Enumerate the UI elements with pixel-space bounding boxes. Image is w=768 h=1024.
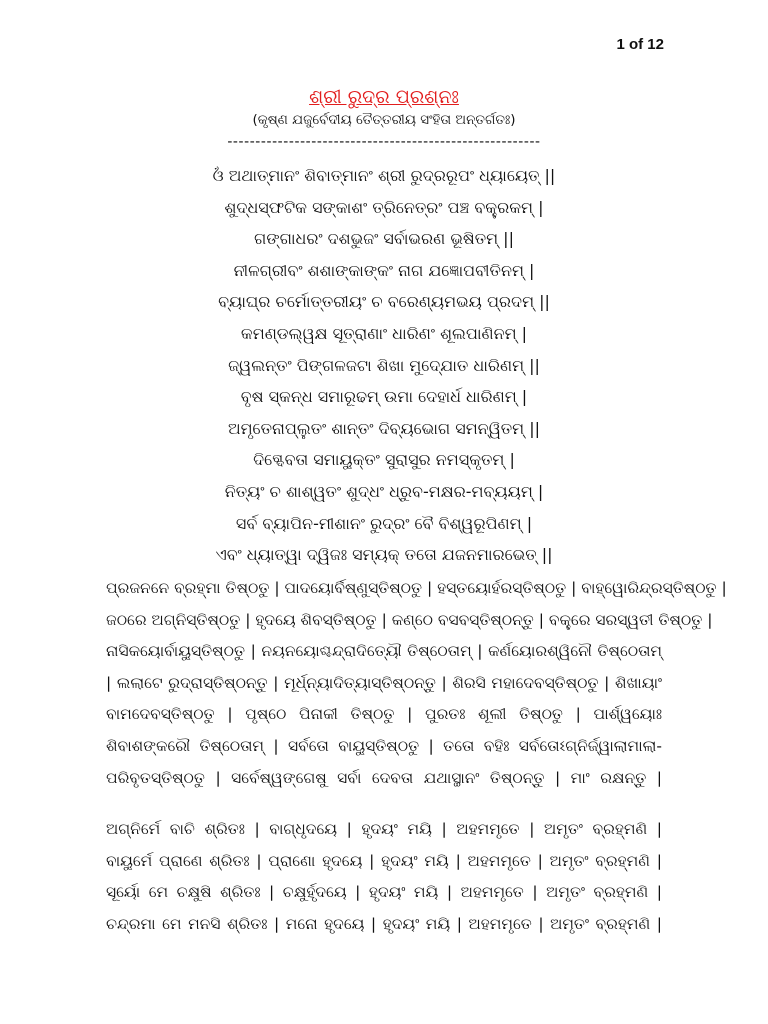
document-title: ଶ୍ରୀ ରୁଦ୍ର ପ୍ରଶ୍ନଃ [309, 86, 459, 108]
paragraph-line: ଶିବାଶଙ୍କରୌ ତିଷ୍ଠେତାମ୍ | ସର୍ବତୋ ବାୟୁସ୍ତିଷ୍ଠତୁ | ତତୋ ବହିଃ ସର୍ବତୋଽଗ୍ନିର୍ଜ୍ୱାଲାମାଲା- [106, 736, 662, 755]
paragraph-line: ନାସିକୟୋର୍ବାୟୁସ୍ତିଷ୍ଠତୁ | ନୟନୟୋଶ୍ଚନ୍ଦ୍ରାଦିତ୍ୟୌ ତିଷ୍ଠେତାମ୍ | କର୍ଣୟୋରଶ୍ୱିନୌ ତିଷ୍ଠେତାମ୍ [106, 642, 662, 661]
verse-line: ଦିଗ୍ଦେବତା ସମାୟୁକ୍ତଂ ସୁରାସୁର ନମସ୍କୃତମ୍ | [253, 450, 515, 470]
verse-line: ନୀଳଗ୍ରୀବଂ ଶଶାଙ୍କାଙ୍କଂ ନାଗ ଯଜ୍ଞୋପବୀତିନମ୍ | [233, 260, 535, 280]
dhyana-verses [0, 160, 768, 571]
paragraph-line: ଜଠରେ ଅଗ୍ନିସ୍ତିଷ୍ଠତୁ | ହୃଦୟେ ଶିବସ୍ତିଷ୍ଠତୁ | କଣ୍ଠେ ବସବସ୍ତିଷ୍ଠନ୍ତୁ | ବକ୍ତ୍ରେ ସରସ୍ୱତୀ ତିଷ୍ଠତୁ | [106, 610, 713, 629]
page-number: 1 of 12 [616, 36, 664, 53]
verse-line: ଶୁଦ୍ଧସ୍ଫଟିକ ସଙ୍କାଶଂ ତ୍ରିନେତ୍ରଂ ପଞ୍ଚ ବକ୍ତ୍ରକମ୍ | [224, 197, 544, 217]
paragraph-line: ଅଗ୍ନିର୍ମେ ବାଚି ଶ୍ରିତଃ | ବାଗ୍ଧୃଦୟେ | ହୃଦୟଂ ମୟି | ଅହମମୃତେ | ଅମୃତଂ ବ୍ରହ୍ମଣି | [106, 820, 662, 838]
verse-line: ସର୍ବ ବ୍ୟାପିନ-ମୀଶାନଂ ରୁଦ୍ରଂ ବୈ ବିଶ୍ୱରୂପିଣମ୍ | [235, 513, 533, 533]
verse-line: ଓଁ ଅଥାତ୍ମାନଂ ଶିବାତ୍ମାନଂ ଶ୍ରୀ ରୁଦ୍ରରୂପଂ ଧ୍ୟାୟେତ୍ || [212, 166, 556, 185]
verse-line: ନିତ୍ୟଂ ଚ ଶାଶ୍ୱତଂ ଶୁଦ୍ଧଂ ଧ୍ରୁବ-ମକ୍ଷର-ମବ୍ୟୟମ୍ | [224, 481, 544, 501]
section-divider: -------------------------------------------------------- [227, 133, 541, 150]
paragraph-line: ପ୍ରଜନନେ ବ୍ରହ୍ମା ତିଷ୍ଠତୁ | ପାଦୟୋର୍ବିଷ୍ଣୁସ୍ତିଷ୍ଠତୁ | ହସ୍ତୟୋର୍ହରସ୍ତିଷ୍ଠତୁ | ବାହ୍ୱୋରିନ୍ଦ୍ରସ୍ତିଷ୍ଠତୁ | [106, 579, 727, 597]
verse-line: ଏବଂ ଧ୍ୟାତ୍ୱା ଦ୍ୱିଜଃ ସମ୍ୟକ୍ ତତୋ ଯଜନମାରଭେତ୍ || [215, 545, 553, 565]
paragraph-line: ଚନ୍ଦ୍ରମା ମେ ମନସି ଶ୍ରିତଃ | ମନୋ ହୃଦୟେ | ହୃଦୟଂ ମୟି | ଅହମମୃତେ | ଅମୃତଂ ବ୍ରହ୍ମଣି | [106, 914, 662, 933]
verse-line: ଅମୃତେନାପ୍ଲୁତଂ ଶାନ୍ତଂ ଦିବ୍ୟଭୋଗ ସମନ୍ୱିତମ୍ || [227, 418, 541, 438]
verse-line: ଜ୍ୱଲନ୍ତଂ ପିଙ୍ଗଳଜଟା ଶିଖା ମୁଦ୍ଯୋତ ଧାରିଣମ୍ || [228, 355, 540, 375]
paragraph-line: ସୂର୍ୟୋ ମେ ଚକ୍ଷୁଷି ଶ୍ରିତଃ | ଚକ୍ଷୁର୍ହୃଦୟେ | ହୃଦୟଂ ମୟି | ଅହମମୃତେ | ଅମୃତଂ ବ୍ରହ୍ମଣି | [106, 883, 662, 902]
verse-line: ଗଙ୍ଗାଧରଂ ଦଶଭୁଜଂ ସର୍ବାଭରଣ ଭୂଷିତମ୍ || [254, 229, 514, 249]
verse-line: ବ୍ୟାଘ୍ର ଚର୍ମୋତ୍ତରୀୟଂ ଚ ବରେଣ୍ୟମଭୟ ପ୍ରଦମ୍ || [218, 292, 550, 312]
paragraph-line: ପରିବୃତସ୍ତିଷ୍ଠତୁ | ସର୍ବେଷ୍ୱଙ୍ଗେଷୁ ସର୍ବା ଦେବତା ଯଥାସ୍ଥାନଂ ତିଷ୍ଠନ୍ତୁ | ମାଂ ରକ୍ଷନ୍ତୁ | [106, 768, 662, 787]
verse-line: କମଣ୍ଡଲ୍ୱକ୍ଷ ସୂତ୍ରାଣାଂ ଧାରିଣଂ ଶୂଲପାଣିନମ୍ | [240, 323, 528, 343]
document-subtitle: (କୃଷ୍ଣ ଯଜୁର୍ବେଦୀୟ ତୈତ୍ତରୀୟ ସଂହିତା ଅନ୍ତର୍ଗତଃ) [252, 112, 516, 128]
verse-line: ବୃଷ ସ୍କନ୍ଧ ସମାରୂଢମ୍ ଉମା ଦେହାର୍ଧ ଧାରିଣମ୍ | [240, 387, 528, 407]
paragraph-line: | ଲଲାଟେ ରୁଦ୍ରାସ୍ତିଷ୍ଠନ୍ତୁ | ମୂର୍ଧ୍ନ୍ୟାଦିତ୍ୟାସ୍ତିଷ୍ଠନ୍ତୁ | ଶିରସି ମହାଦେବସ୍ତିଷ୍ଠତୁ | ଶିଖାୟାଂ [106, 673, 662, 692]
nyasa-paragraph [106, 573, 727, 794]
invocation-paragraph [106, 814, 662, 940]
paragraph-line: ବାୟୁର୍ମେ ପ୍ରାଣେ ଶ୍ରିତଃ | ପ୍ରାଣୋ ହୃଦୟେ | ହୃଦୟଂ ମୟି | ଅହମମୃତେ | ଅମୃତଂ ବ୍ରହ୍ମଣି | [106, 851, 662, 870]
paragraph-line: ବାମଦେବସ୍ତିଷ୍ଠତୁ | ପୃଷ୍ଠେ ପିନାକୀ ତିଷ୍ଠତୁ | ପୁରତଃ ଶୂଲୀ ତିଷ୍ଠତୁ | ପାର୍ଶ୍ୱୟୋଃ [106, 705, 662, 724]
